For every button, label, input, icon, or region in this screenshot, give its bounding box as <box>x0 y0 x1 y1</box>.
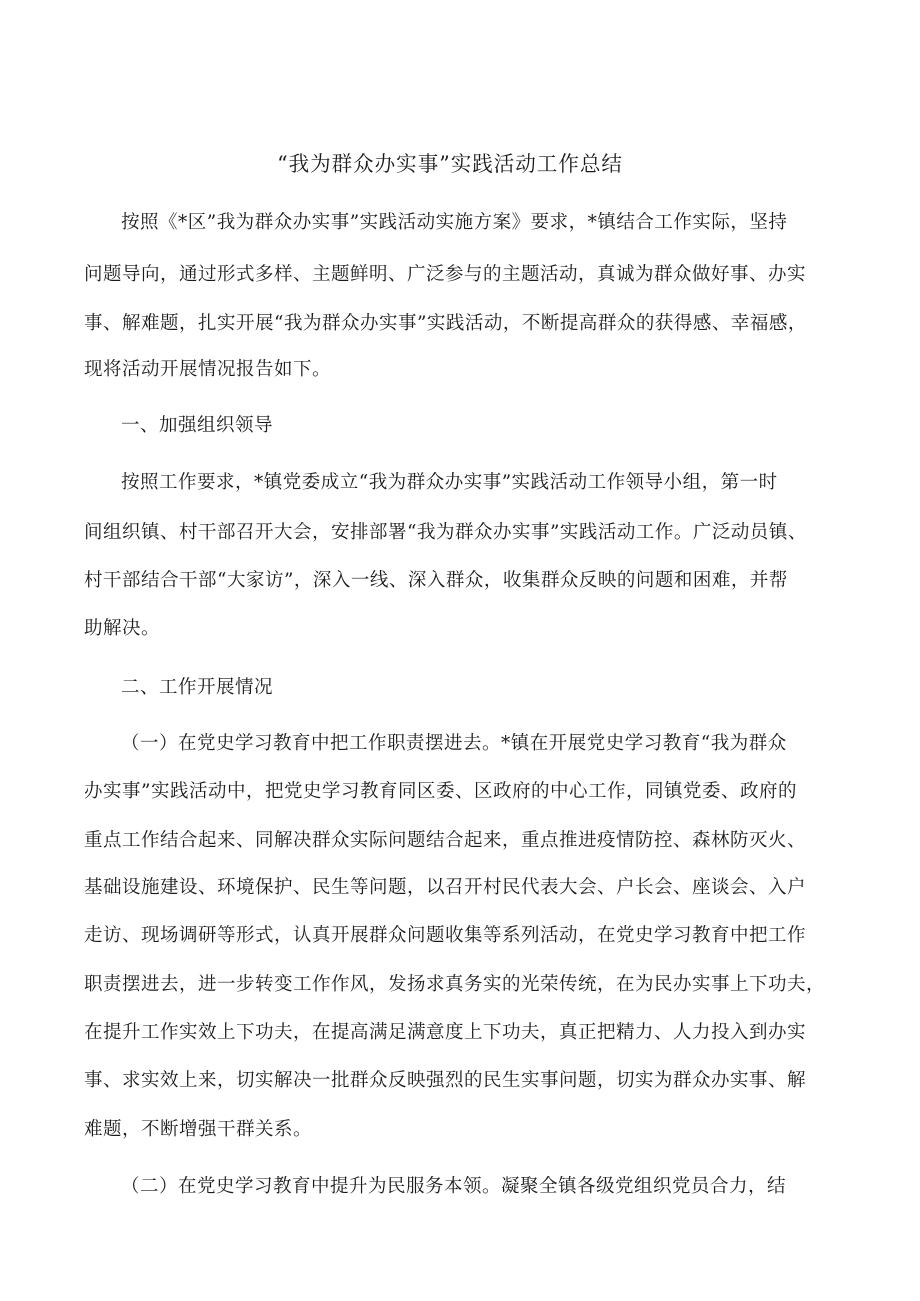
intro-line-4: 现将活动开展情况报告如下。 <box>84 359 332 380</box>
sub1-line-2: 办实事”实践活动中，把党史学习教育同区委、区政府的中心工作，同镇党委、政府的 <box>84 781 797 802</box>
sub1-line-3: 重点工作结合起来、同解决群众实际问题结合起来，重点推进疫情防控、森林防灭火、 <box>84 830 807 851</box>
sub1-line-9: 难题，不断增强干群关系。 <box>84 1119 313 1140</box>
section-heading-2: 二、工作开展情况 <box>121 677 274 698</box>
sub1-line-1: （一）在党史学习教育中把工作职责摆进去。*镇在开展党史学习教育“我为群众 <box>121 733 787 754</box>
section-heading-1: 一、加强组织领导 <box>121 415 274 436</box>
sub1-line-6: 职责摆进去，进一步转变工作作风，发扬求真务实的光荣传统，在为民办实事上下功夫， <box>84 974 826 995</box>
document-title: “我为群众办实事”实践活动工作总结 <box>277 152 623 176</box>
sub2-line-1: （二）在党史学习教育中提升为民服务本领。凝聚全镇各级党组织党员合力，结 <box>121 1176 787 1197</box>
intro-line-1: 按照《*区”我为群众办实事”实践活动实施方案》要求，*镇结合工作实际，坚持 <box>121 212 788 233</box>
intro-line-2: 问题导向，通过形式多样、主题鲜明、广泛参与的主题活动，真诚为群众做好事、办实 <box>84 264 807 285</box>
intro-line-3: 事、解难题，扎实开展“我为群众办实事”实践活动，不断提高群众的获得感、幸福感， <box>84 313 807 334</box>
sub1-line-7: 在提升工作实效上下功夫，在提高满足满意度上下功夫，真正把精力、人力投入到办实 <box>84 1022 807 1043</box>
section1-line-4: 助解决。 <box>84 618 161 639</box>
section1-line-3: 村干部结合干部“大家访”，深入一线、深入群众，收集群众反映的问题和困难，并帮 <box>84 570 788 591</box>
section1-line-1: 按照工作要求，*镇党委成立“我为群众办实事”实践活动工作领导小组，第一时 <box>121 472 778 493</box>
sub1-line-4: 基础设施建设、环境保护、民生等问题，以召开村民代表大会、户长会、座谈会、入户 <box>84 877 807 898</box>
sub1-line-8: 事、求实效上来，切实解决一批群众反映强烈的民生实事问题，切实为群众办实事、解 <box>84 1070 807 1091</box>
section1-line-2: 间组织镇、村干部召开大会，安排部署“我为群众办实事”实践活动工作。广泛动员镇、 <box>84 522 807 543</box>
sub1-line-5: 走访、现场调研等形式，认真开展群众问题收集等系列活动，在党史学习教育中把工作 <box>84 925 807 946</box>
